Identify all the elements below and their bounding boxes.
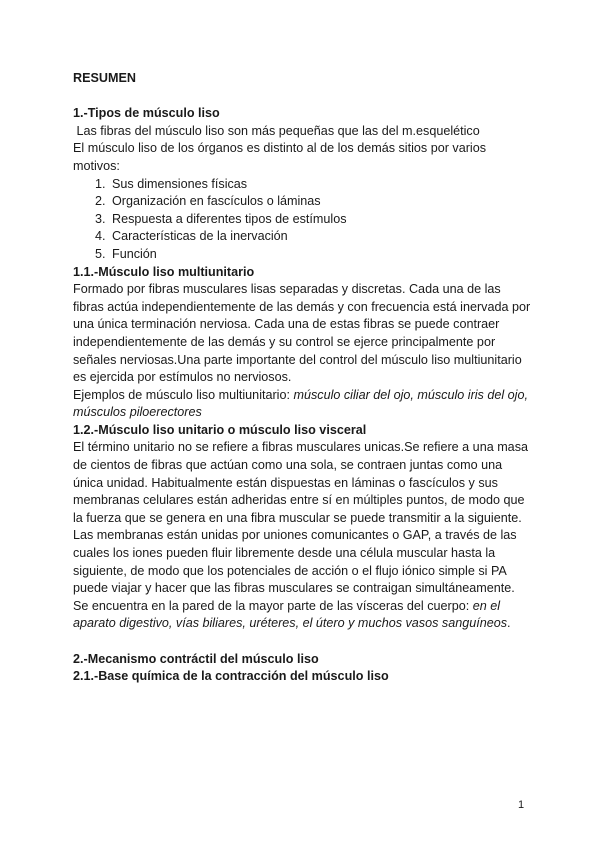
list-item: 4. Características de la inervación xyxy=(109,228,533,246)
section-heading-base-quimica: 2.1.-Base química de la contracción del músculo liso xyxy=(73,669,389,684)
page-number: 1 xyxy=(518,799,525,811)
paragraph-unitario-2: Las membranas están unidas por uniones comunicantes o GAP, a través de las cuales los iones pueden fluir libremente desde una célula muscular hasta la siguiente, de modo que los potenciales de acción o el flujo iónico simple si PA puede viajar y hacer que las fibras musculares se contraigan simultáneamente. xyxy=(73,528,517,596)
paragraph-multiunitario: Formado por fibras musculares lisas separadas y discretas. Cada una de las fibras actúa independientemente de las demás y con frecuencia está inervada por una única terminación nerviosa. Cada una de estas fibras se puede contraer independientemente de las demás y su control se ejerce principalmente por señales nerviosas.Una parte importante del control del músculo liso multiunitario es ejercida por estímulos no nerviosos. xyxy=(73,282,531,385)
list-item: 3. Respuesta a diferentes tipos de estímulos xyxy=(109,211,533,229)
motives-list xyxy=(73,176,533,264)
list-item: 1. Sus dimensiones físicas xyxy=(109,176,533,194)
list-item: 2. Organización en fascículos o láminas xyxy=(109,193,533,211)
paragraph-examples xyxy=(73,387,533,422)
section-heading-unitario: 1.2.-Músculo liso unitario o músculo liso visceral xyxy=(73,422,367,437)
examples-italic: músculo ciliar del ojo, músculo iris del ojo, músculos piloerectores xyxy=(73,387,528,420)
examples-lead: Ejemplos de músculo liso multiunitario: xyxy=(73,387,294,402)
para3-end: . xyxy=(507,616,511,631)
paragraph-intro-2: El músculo liso de los órganos es distinto al de los demás sitios por varios motivos: xyxy=(73,141,486,173)
list-item: 5. Función xyxy=(109,246,533,264)
document-title: RESUMEN xyxy=(73,71,136,85)
para3-lead: Se encuentra en la pared de la mayor parte de las vísceras del cuerpo: xyxy=(73,598,473,613)
spacer xyxy=(73,88,533,106)
spacer xyxy=(73,633,533,651)
document-body xyxy=(73,70,533,686)
paragraph-unitario-1: El término unitario no se refiere a fibras musculares unicas.Se refiere a una masa de cientos de fibras que actúan como una sola, se contraen juntas como una única unidad. Habitualmente están dispuestas en láminas o fascículos y sus membranas celulares están adheridas entre sí en múltiples puntos, de modo que la fuerza que se genera en una fibra muscular se puede transmitir a la siguiente. xyxy=(73,440,528,525)
paragraph-intro-1: Las fibras del músculo liso son más pequeñas que las del m.esquelético xyxy=(73,123,480,138)
para3-italic: en el aparato digestivo, vías biliares, uréteres, el útero y muchos vasos sanguíneos xyxy=(73,598,508,631)
paragraph-unitario-3 xyxy=(73,598,533,633)
section-heading-mecanismo: 2.-Mecanismo contráctil del músculo liso xyxy=(73,651,319,666)
section-heading-multiunitario: 1.1.-Músculo liso multiunitario xyxy=(73,264,255,279)
section-heading-tipos: 1.-Tipos de músculo liso xyxy=(73,106,220,121)
